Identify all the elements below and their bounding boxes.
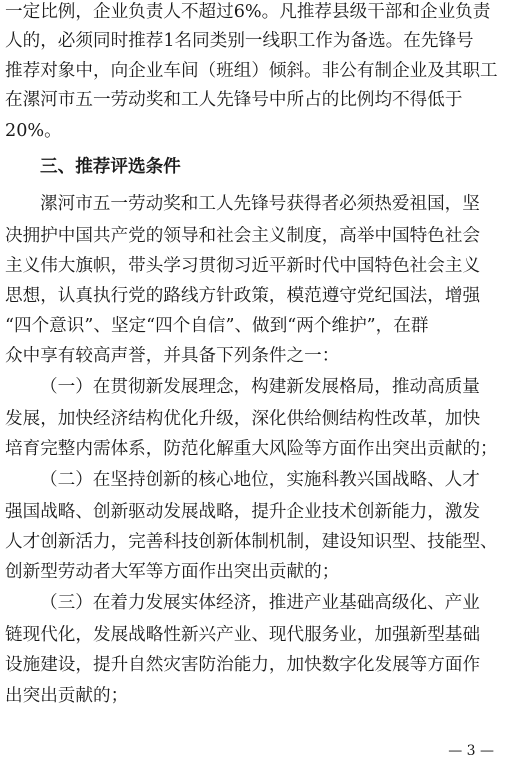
- condition-2-line: 人才创新活力，完善科技创新体制机制，建设知识型、技能型、: [5, 532, 498, 552]
- condition-1-line: 培育完整内需体系，防范化解重大风险等方面作出突出贡献的；: [5, 439, 498, 459]
- text-line: 在漯河市五一劳动奖和工人先锋号中所占的比例均不得低于: [5, 90, 463, 110]
- text-line: 思想，认真执行党的路线方针政策，模范遵守党纪国法，增强: [5, 286, 481, 306]
- text-line: 决拥护中国共产党的领导和社会主义制度，高举中国特色社会: [5, 226, 481, 246]
- condition-3-line: 出突出贡献的；: [5, 686, 129, 706]
- page-number: — 3 —: [448, 743, 494, 759]
- text-line: “四个意识”、坚定“四个自信”、做到“两个维护”，在群: [5, 316, 429, 336]
- text-line: 推荐对象中，向企业车间（班组）倾斜。非公有制企业及其职工: [5, 61, 498, 81]
- condition-3-line: 设施建设，提升自然灾害防治能力，加快数字化发展等方面作: [5, 655, 481, 675]
- condition-3-line: 链现代化，发展战略性新兴产业、现代服务业，加强新型基础: [5, 625, 481, 645]
- text-line: 人的，必须同时推荐1名同类别一线职工作为备选。在先锋号: [5, 31, 474, 51]
- text-line: 漯河市五一劳动奖和工人先锋号获得者必须热爱祖国，坚: [40, 194, 480, 214]
- condition-1-line: （一）在贯彻新发展理念，构建新发展格局，推动高质量: [40, 377, 480, 397]
- condition-1-line: 发展，加快经济结构优化升级，深化供给侧结构性改革，加快: [5, 409, 481, 429]
- condition-2-line: （二）在坚持创新的核心地位，实施科教兴国战略、人才: [40, 470, 480, 490]
- section-heading: 三、推荐评选条件: [40, 157, 181, 177]
- text-line: 众中享有较高声誉，并具备下列条件之一：: [5, 346, 340, 366]
- text-line: 主义伟大旗帜，带头学习贯彻习近平新时代中国特色社会主义: [5, 256, 481, 276]
- text-line: 20%。: [5, 121, 62, 141]
- condition-2-line: 创新型劳动者大军等方面作出突出贡献的；: [5, 562, 340, 582]
- text-line: 一定比例，企业负责人不超过6%。凡推荐县级干部和企业负责: [5, 2, 491, 22]
- condition-2-line: 强国战略、创新驱动发展战略，提升企业技术创新能力，激发: [5, 502, 481, 522]
- condition-3-line: （三）在着力发展实体经济，推进产业基础高级化、产业: [40, 593, 480, 613]
